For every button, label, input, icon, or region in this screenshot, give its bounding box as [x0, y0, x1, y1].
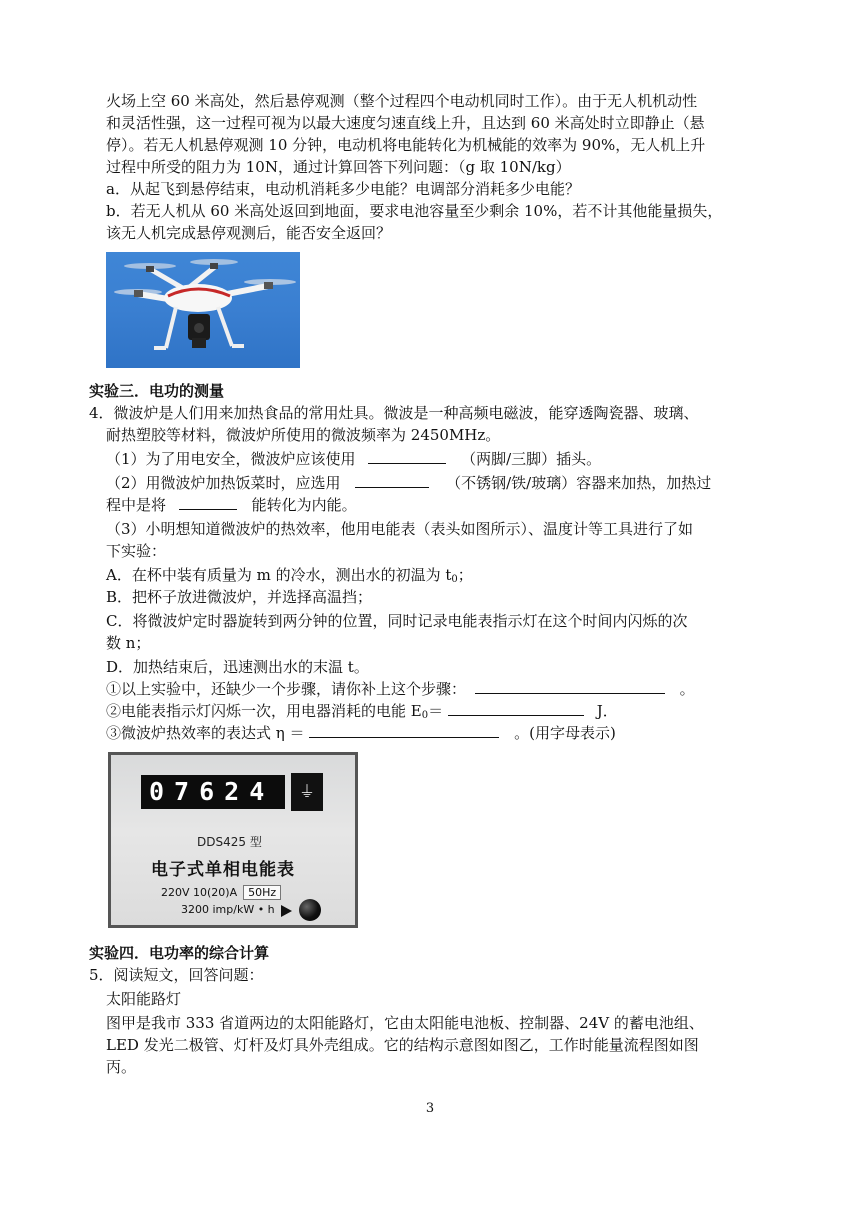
step-b: B．把杯子放进微波炉，并选择高温挡； — [106, 588, 373, 606]
subscript: 0 — [421, 710, 429, 721]
prompt-text: 。(用字母表示) — [514, 724, 616, 742]
question-4: 4．微波炉是人们用来加热食品的常用灶具。微波是一种高频电磁波，能穿透陶瓷器、玻璃、 — [89, 404, 699, 422]
prompt-text: ①以上实验中，还缺少一个步骤，请你补上这个步骤： — [106, 680, 467, 698]
answer-blank[interactable] — [368, 449, 446, 464]
drone-photo — [106, 252, 300, 368]
prompt-text: （不锈钢/铁/玻璃）容器来加热，加热过 — [446, 474, 712, 492]
meter-frequency: 50Hz — [243, 885, 281, 900]
meter-model: DDS425 型 — [197, 835, 262, 849]
sub-question-3: （3）小明想知道微波炉的热效率，他用电能表（表头如图所示）、温度计等工具进行了如 — [106, 520, 694, 538]
section-heading: 实验四．电功率的综合计算 — [89, 944, 270, 962]
sub-question-1 — [106, 448, 601, 470]
section-heading: 实验三．电功的测量 — [89, 382, 225, 400]
sub-question-2-cont — [106, 494, 357, 516]
text-line: 丙。 — [106, 1058, 137, 1076]
text-line: 图甲是我市 333 省道两边的太阳能路灯，它由太阳能电池板、控制器、24V 的蓄电池组、 — [106, 1014, 704, 1032]
meter-counter: 07624 — [141, 775, 285, 809]
prompt-text: 。 — [679, 680, 695, 698]
unit-text: J． — [596, 702, 618, 720]
text-line: 该无人机完成悬停观测后，能否安全返回？ — [106, 224, 392, 242]
text-line: 耐热塑胶等材料，微波炉所使用的微波频率为 2450MHz。 — [106, 426, 501, 444]
step-text: ； — [457, 566, 473, 584]
text-line: 过程中所受的阻力为 10N，通过计算回答下列问题：（g 取 10N/kg） — [106, 158, 571, 176]
page-number: 3 — [425, 1101, 435, 1116]
text-line: 火场上空 60 米高处，然后悬停观测（整个过程四个电动机同时工作）。由于无人机机动性 — [106, 92, 698, 110]
sub-question-2 — [106, 472, 711, 494]
prompt-text: （两脚/三脚）插头。 — [461, 450, 602, 468]
step-c: C．将微波炉定时器旋转到两分钟的位置，同时记录电能表指示灯在这个时间内闪烁的次 — [106, 612, 688, 630]
prompt-text: ②电能表指示灯闪烁一次，用电器消耗的电能 E — [106, 702, 422, 720]
subscript: 0 — [451, 574, 458, 585]
text-line: 下实验： — [106, 542, 167, 560]
prompt-text: （1）为了用电安全，微波炉应该使用 — [106, 450, 356, 468]
step-d: D．加热结束后，迅速测出水的末温 t。 — [106, 658, 369, 676]
text-line: 和灵活性强，这一过程可视为以最大速度匀速直线上升，且达到 60 米高处时立即静止（悬 — [106, 114, 705, 132]
answer-blank[interactable] — [448, 701, 584, 716]
prompt-text: 程中是将 — [106, 496, 167, 514]
indicator-lamp-icon — [299, 899, 321, 921]
question-b: b．若无人机从 60 米高处返回到地面，要求电池容量至少剩余 10%，若不计其他能量损失， — [106, 202, 723, 220]
answer-blank[interactable] — [309, 723, 499, 738]
drone-illustration — [106, 252, 300, 368]
article-title: 太阳能路灯 — [106, 990, 182, 1008]
prompt-text: ＝ — [428, 702, 444, 720]
prompt-text: ③微波炉热效率的表达式 η ＝ — [106, 724, 305, 742]
text-line: 数 n； — [106, 634, 151, 652]
text-line: LED 发光二极管、灯杆及灯具外壳组成。它的结构示意图如图乙，工作时能量流程图如图 — [106, 1036, 699, 1054]
prompt-text: （2）用微波炉加热饭菜时，应选用 — [106, 474, 341, 492]
answer-blank[interactable] — [179, 495, 237, 510]
completion-1 — [106, 678, 695, 700]
question-5: 5．阅读短文，回答问题： — [89, 966, 264, 984]
completion-3 — [106, 722, 616, 744]
arrow-icon — [281, 905, 292, 917]
meter-spec — [161, 886, 281, 899]
step-text: A．在杯中装有质量为 m 的冷水，测出水的初温为 t — [106, 566, 452, 584]
prompt-text: 能转化为内能。 — [251, 496, 357, 514]
answer-blank[interactable] — [355, 473, 429, 488]
answer-blank[interactable] — [475, 679, 665, 694]
meter-title: 电子式单相电能表 — [151, 860, 295, 880]
meter-dial-icon: ⏚ — [291, 773, 323, 811]
text-line: 停）。若无人机悬停观测 10 分钟，电动机将电能转化为机械能的效率为 90%，无人机上升 — [106, 136, 706, 154]
energy-meter-photo — [108, 752, 358, 928]
meter-rating: 220V 10(20)A — [161, 886, 238, 899]
meter-constant: 3200 imp/kW • h — [181, 903, 275, 916]
question-a: a．从起飞到悬停结束，电动机消耗多少电能？电调部分消耗多少电能？ — [106, 180, 580, 198]
